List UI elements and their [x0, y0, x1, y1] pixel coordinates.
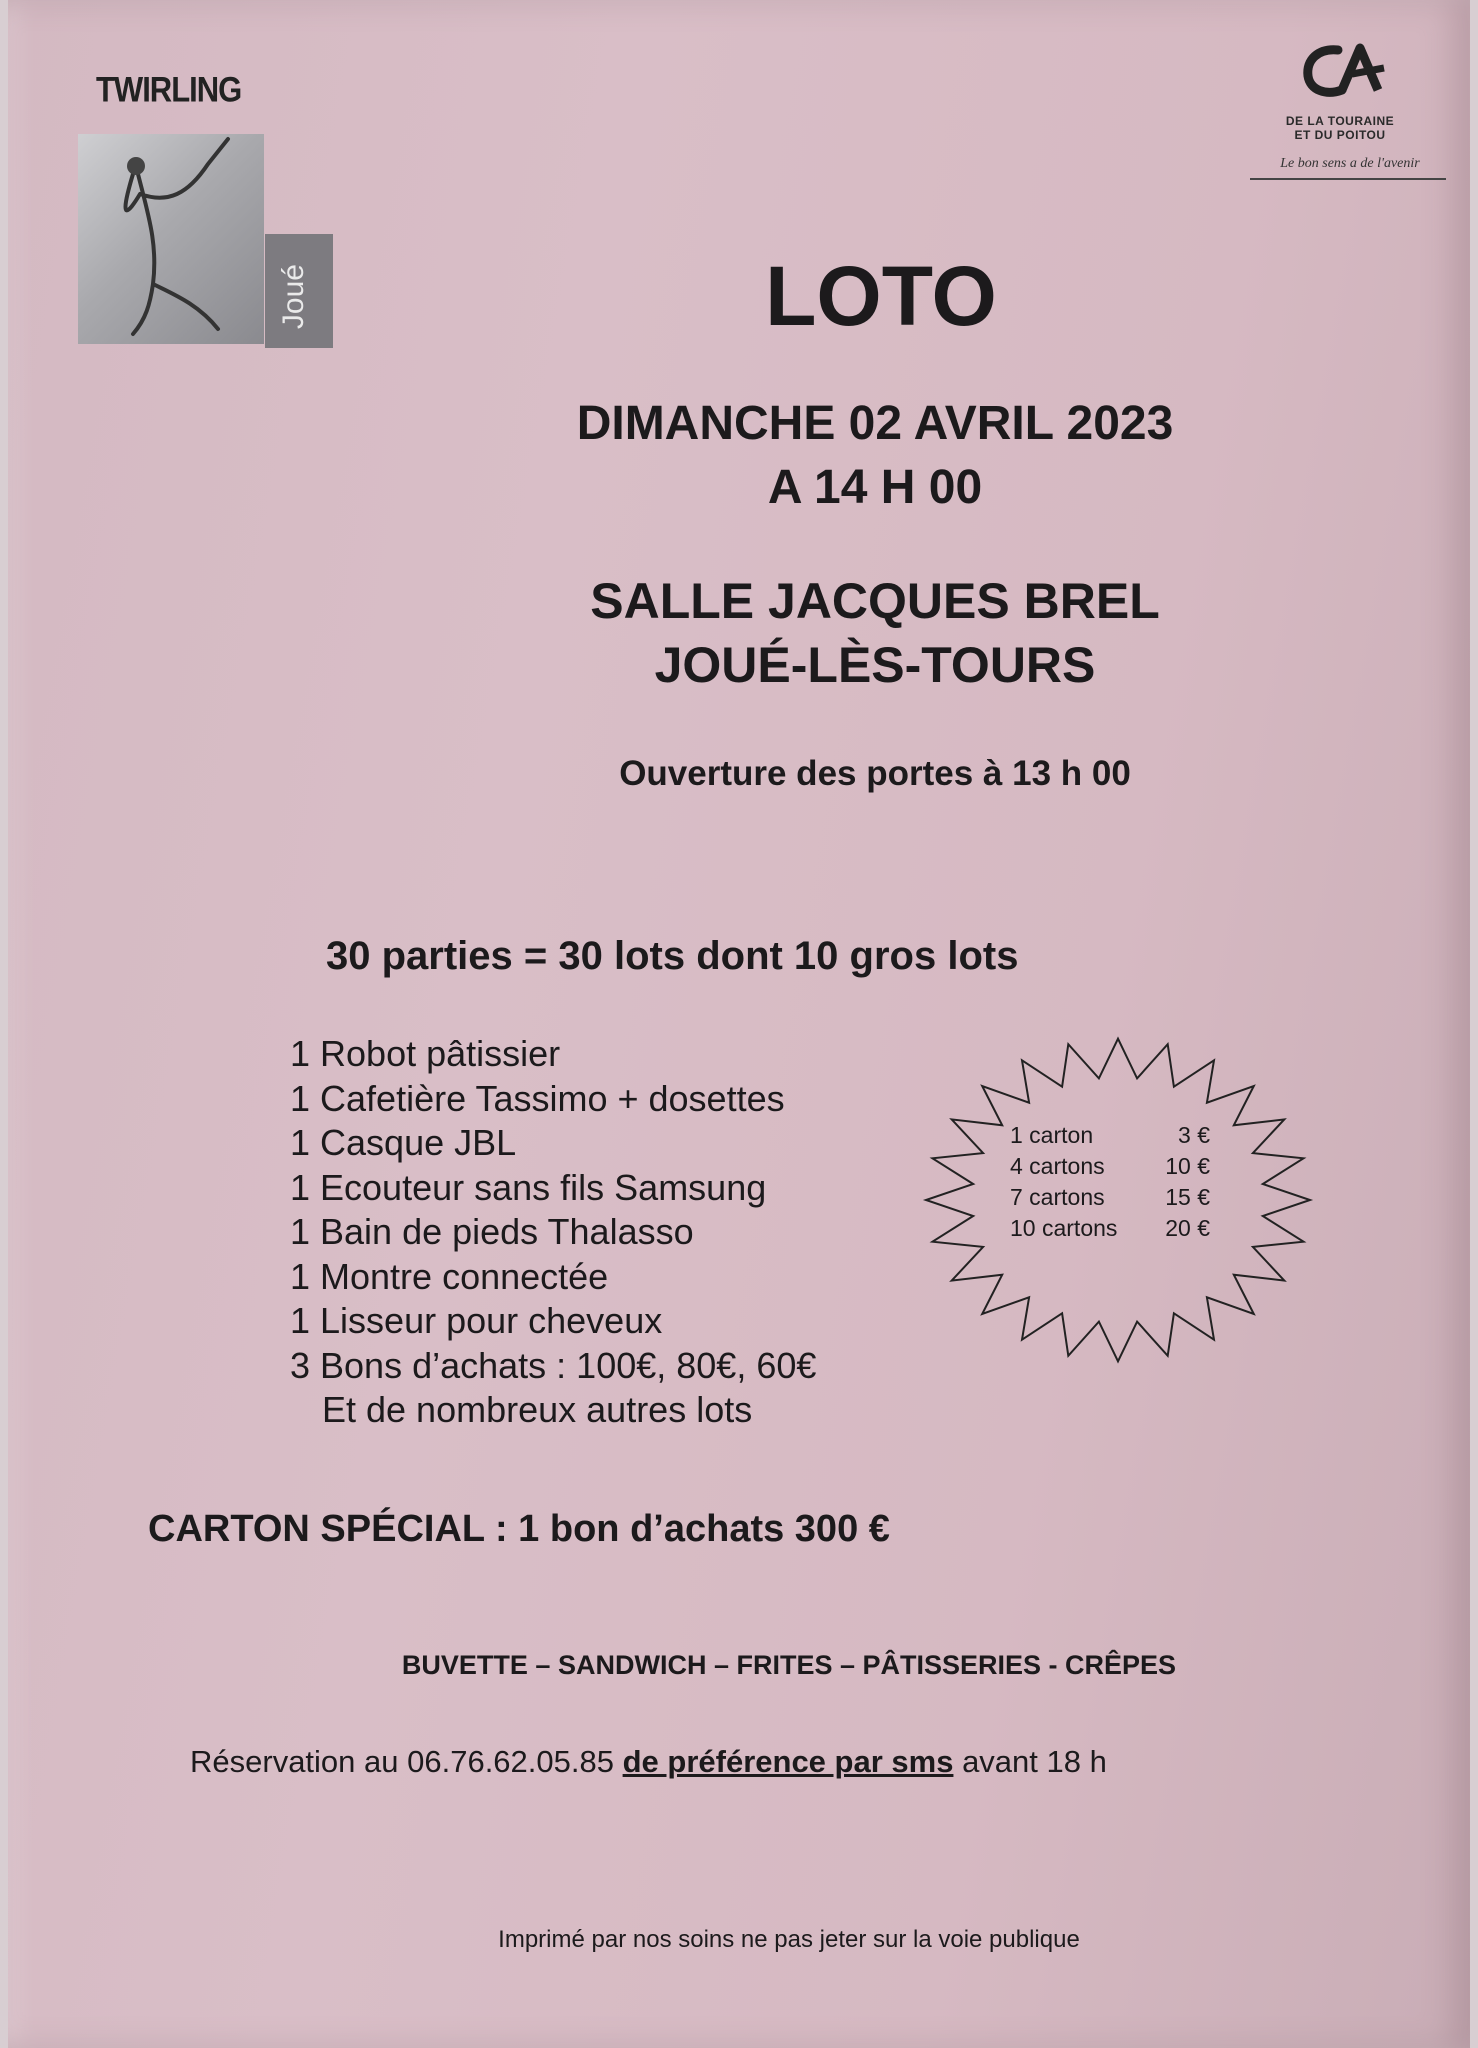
printed-notice: Imprimé par nos soins ne pas jeter sur la voie publique: [498, 1926, 1080, 1953]
price-quantity: 4 cartons: [1010, 1153, 1105, 1179]
doors-opening: Ouverture des portes à 13 h 00: [619, 754, 1131, 793]
price-amount: 20 €: [1165, 1215, 1210, 1241]
credit-agricole-logo-icon: [1298, 42, 1390, 106]
reservation-line: [190, 1744, 1107, 1780]
price-table: [1010, 1120, 1210, 1244]
parties-summary: 30 parties = 30 lots dont 10 gros lots: [326, 934, 1019, 978]
ca-slogan: Le bon sens a de l'avenir: [1280, 156, 1420, 171]
event-date: DIMANCHE 02 AVRIL 2023: [576, 397, 1174, 450]
prize-item-extra: Et de nombreux autres lots: [322, 1389, 753, 1430]
price-amount: 15 €: [1165, 1184, 1210, 1210]
ca-region-line-1: DE LA TOURAINE: [1285, 114, 1395, 128]
special-card: CARTON SPÉCIAL : 1 bon d’achats 300 €: [148, 1508, 890, 1550]
price-quantity: 7 cartons: [1010, 1184, 1105, 1210]
twirling-label: TWIRLING: [96, 69, 242, 110]
price-row: [1010, 1151, 1210, 1182]
prize-item: 3 Bons d’achats : 100€, 80€, 60€: [290, 1344, 817, 1386]
reservation-phone: Réservation au 06.76.62.05.85: [190, 1744, 614, 1779]
price-row: [1010, 1120, 1210, 1151]
prize-item: 1 Casque JBL: [290, 1122, 517, 1163]
prize-item: 1 Lisseur pour cheveux: [290, 1300, 663, 1341]
price-row: [1010, 1182, 1210, 1213]
ca-region-line-2: ET DU POITOU: [1294, 128, 1386, 142]
reservation-deadline: avant 18 h: [962, 1744, 1107, 1779]
event-time: A 14 H 00: [767, 461, 983, 514]
reservation-sms-emphasis: de préférence par sms: [622, 1744, 954, 1779]
price-amount: 10 €: [1165, 1153, 1210, 1179]
prize-item: 1 Cafetière Tassimo + dosettes: [290, 1077, 785, 1119]
price-quantity: 1 carton: [1010, 1122, 1094, 1148]
ca-divider: [1250, 178, 1446, 180]
prize-item: 1 Bain de pieds Thalasso: [290, 1211, 694, 1252]
refreshments-line: BUVETTE – SANDWICH – FRITES – PÂTISSERIES - CRÊPES: [401, 1650, 1177, 1680]
prize-list: [290, 1032, 816, 1433]
price-row: [1010, 1213, 1210, 1244]
prize-item: 1 Robot pâtissier: [290, 1033, 561, 1074]
event-city: JOUÉ-LÈS-TOURS: [654, 637, 1096, 693]
event-venue: SALLE JACQUES BREL: [590, 573, 1160, 629]
poster-title: LOTO: [765, 249, 997, 343]
joue-badge-text: Joué: [277, 264, 310, 330]
price-quantity: 10 cartons: [1010, 1215, 1118, 1241]
prize-item: 1 Montre connectée: [290, 1255, 609, 1297]
prize-item: 1 Ecouteur sans fils Samsung: [290, 1166, 767, 1208]
price-amount: 3 €: [1178, 1122, 1210, 1148]
